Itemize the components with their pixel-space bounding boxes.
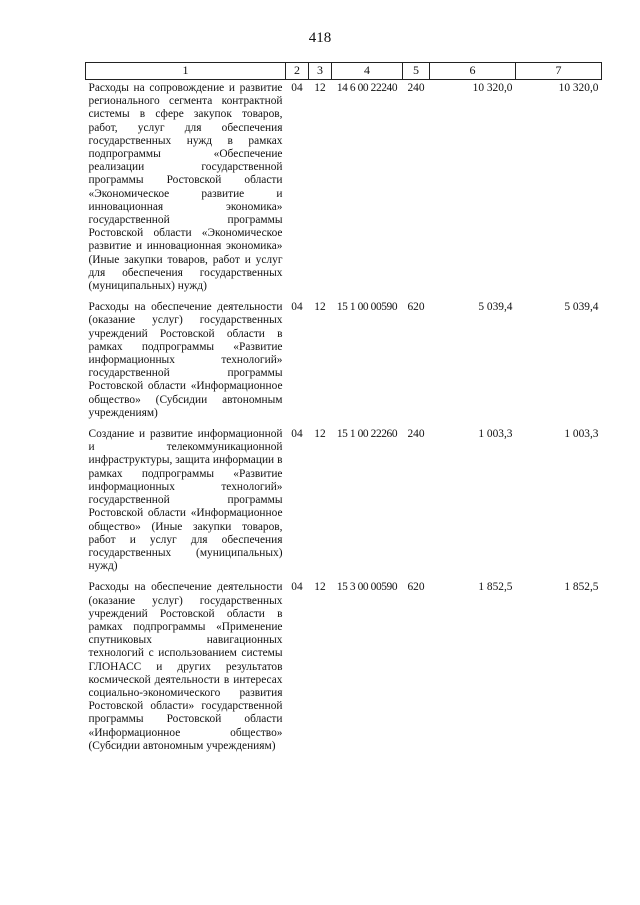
row-subsection-code: 12 [314, 428, 326, 441]
row-target-article: 15 3 00 00590 [336, 581, 398, 594]
table-row [86, 299, 602, 426]
page-number: 418 [308, 30, 332, 46]
row-subsection-code: 12 [314, 82, 326, 94]
table-row [86, 579, 602, 759]
header-col-7: 7 [516, 63, 602, 80]
row-section-code: 04 [291, 428, 303, 441]
row-expense-type: 240 [407, 428, 425, 441]
row-target-article: 15 1 00 22260 [336, 428, 398, 441]
budget-table [85, 62, 602, 759]
row-amount-col7: 10 320,0 [558, 82, 599, 94]
row-target-article: 15 1 00 00590 [336, 301, 398, 314]
table-row [86, 80, 602, 300]
row-amount-col6: 1 003,3 [478, 428, 513, 441]
table-header [86, 63, 602, 80]
row-amount-col6: 1 852,5 [478, 581, 513, 594]
table-row [86, 426, 602, 579]
header-col-4: 4 [332, 63, 403, 80]
row-target-article: 14 6 00 22240 [336, 82, 398, 94]
row-expense-type: 620 [407, 581, 425, 594]
row-section-code: 04 [291, 581, 303, 594]
header-col-6: 6 [430, 63, 516, 80]
header-col-2: 2 [286, 63, 309, 80]
row-expense-type: 240 [407, 82, 425, 94]
row-description: Расходы на сопровождение и развитие регионального сегмента контрактной системы в сфере закупок товаров, работ, услуг для обеспечения государственных нужд в рамках подпрограммы «Обеспечение реализации государственной программы Ростовской области «Экономическое развитие и инновационная экономика» государственной программы Ростовской области «Экономическое развитие и инновационная экономика» (Иные закупки товаров, работ и услуг для обеспечения государственных (муниципальных) нужд) [88, 82, 283, 293]
header-col-3: 3 [309, 63, 332, 80]
row-description: Создание и развитие информационной и телекоммуникационной инфраструктуры, защита информации в рамках подпрограммы «Развитие информационных технологий» государственной программы Ростовской области «Информационное общество» (Иные закупки товаров, работ и услуг для обеспечения государственных (муниципальных) нужд) [88, 428, 283, 573]
row-amount-col7: 1 852,5 [564, 581, 599, 594]
header-col-5: 5 [403, 63, 430, 80]
row-description: Расходы на обеспечение деятельности (оказание услуг) государственных учреждений Ростовской области в рамках подпрограммы «Развитие информационных технологий» государственной программы Ростовской области «Информационное общество» (Субсидии автономным учреждениям) [88, 301, 283, 419]
row-section-code: 04 [291, 82, 303, 94]
row-amount-col6: 10 320,0 [472, 82, 513, 94]
row-subsection-code: 12 [314, 581, 326, 594]
header-row [86, 63, 602, 80]
row-amount-col7: 5 039,4 [564, 301, 599, 314]
row-amount-col7: 1 003,3 [564, 428, 599, 441]
row-section-code: 04 [291, 301, 303, 314]
row-amount-col6: 5 039,4 [478, 301, 513, 314]
row-subsection-code: 12 [314, 301, 326, 314]
table-body [86, 80, 602, 759]
row-description: Расходы на обеспечение деятельности (оказание услуг) государственных учреждений Ростовской области в рамках подпрограммы «Применение спутниковых навигационных технологий с использованием системы ГЛОНАСС и других результатов космической деятельности в интересах социально-экономического развития Ростовской области» государственной программы Ростовской области «Информационное общество» (Субсидии автономным учреждениям) [88, 581, 283, 752]
row-expense-type: 620 [407, 301, 425, 314]
header-col-1: 1 [86, 63, 286, 80]
